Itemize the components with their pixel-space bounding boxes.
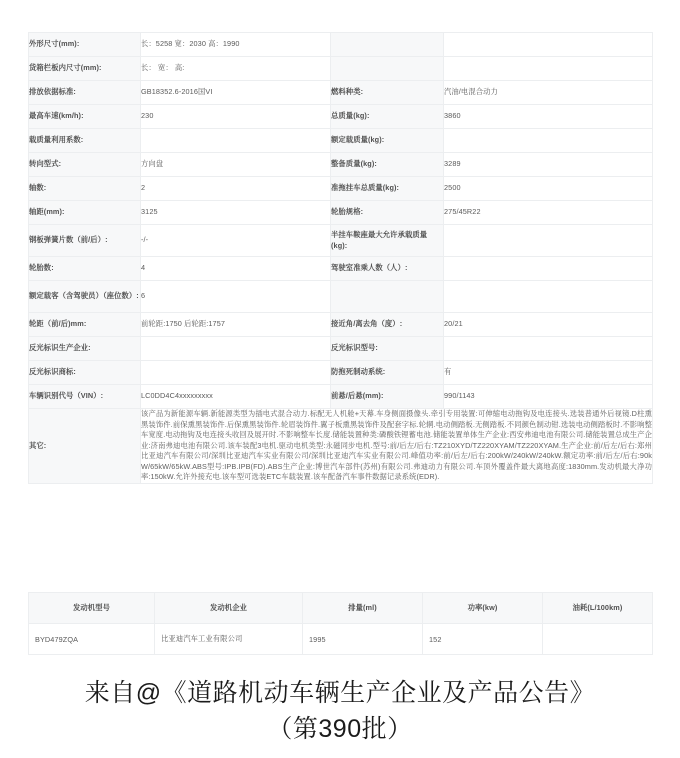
spec-label: 反光标识商标: — [29, 361, 141, 385]
spec-value — [444, 337, 653, 361]
spec-value: 有 — [444, 361, 653, 385]
spec-label — [331, 281, 444, 313]
table-row — [29, 257, 653, 281]
table-row — [29, 361, 653, 385]
table-row — [29, 624, 653, 655]
spec-label: 整备质量(kg): — [331, 153, 444, 177]
spec-label: 外形尺寸(mm): — [29, 33, 141, 57]
power-cell: 152 — [423, 624, 543, 655]
table-row — [29, 313, 653, 337]
table-row — [29, 57, 653, 81]
table-row — [29, 33, 653, 57]
table-row — [29, 81, 653, 105]
fuel-consumption-cell — [543, 624, 653, 655]
other-label: 其它: — [29, 409, 141, 484]
spec-value — [444, 281, 653, 313]
spec-label: 燃料种类: — [331, 81, 444, 105]
spec-value — [444, 225, 653, 257]
displacement-cell: 1995 — [303, 624, 423, 655]
spec-label: 驾驶室准乘人数（人）: — [331, 257, 444, 281]
spec-label: 车辆识别代号（VIN）: — [29, 385, 141, 409]
engine-table-head — [29, 593, 653, 624]
footer-batch-line: （第390批） — [267, 715, 413, 743]
spec-label: 轴距(mm): — [29, 201, 141, 225]
table-row — [29, 201, 653, 225]
spec-value: 长： 宽： 高: — [141, 57, 331, 81]
spec-label: 轮胎规格: — [331, 201, 444, 225]
spec-value: 3125 — [141, 201, 331, 225]
spec-label: 接近角/离去角（度）: — [331, 313, 444, 337]
spec-label: 反光标识型号: — [331, 337, 444, 361]
spec-label: 防抱死制动系统: — [331, 361, 444, 385]
footer-source-line: 来自@《道路机动车辆生产企业及产品公告》 — [84, 679, 596, 707]
spec-label: 载质量利用系数: — [29, 129, 141, 153]
engine-spec-table — [28, 592, 653, 655]
spec-value: 4 — [141, 257, 331, 281]
spec-label: 前悬/后悬(mm): — [331, 385, 444, 409]
column-header-power: 功率(kw) — [423, 593, 543, 624]
table-header-row — [29, 593, 653, 624]
spec-value: 3289 — [444, 153, 653, 177]
spec-label: 轮胎数: — [29, 257, 141, 281]
spec-label: 最高车速(km/h): — [29, 105, 141, 129]
spec-value: 长：5258 宽：2030 高：1990 — [141, 33, 331, 57]
source-footer — [0, 676, 680, 748]
spec-value: 230 — [141, 105, 331, 129]
engine-maker-cell: 比亚迪汽车工业有限公司 — [155, 624, 303, 655]
spec-value: 6 — [141, 281, 331, 313]
spec-value — [444, 129, 653, 153]
column-header-fuel-consumption: 油耗(L/100km) — [543, 593, 653, 624]
spec-value: 方向盘 — [141, 153, 331, 177]
table-row — [29, 225, 653, 257]
spec-label: 总质量(kg): — [331, 105, 444, 129]
spec-value — [444, 33, 653, 57]
spec-value: 汽油/电混合动力 — [444, 81, 653, 105]
spec-value: 2 — [141, 177, 331, 201]
spec-value — [141, 337, 331, 361]
table-row — [29, 129, 653, 153]
spec-label — [331, 33, 444, 57]
column-header-displacement: 排量(ml) — [303, 593, 423, 624]
engine-table-body — [29, 624, 653, 655]
table-row — [29, 153, 653, 177]
spec-label: 反光标识生产企业: — [29, 337, 141, 361]
table-row-other — [29, 409, 653, 484]
spec-value — [141, 129, 331, 153]
spec-label: 额定载客（含驾驶员）（座位数）: — [29, 281, 141, 313]
spec-label: 转向型式: — [29, 153, 141, 177]
spec-value — [444, 257, 653, 281]
other-value: 该产品为新能源车辆.新能源类型为插电式混合动力.标配无人机舱+天幕.车身侧面摄像头.牵引专用装置:可伸缩电动拖钩及电连接头.选装普通外后视镜.D柱熏黑装饰件.前保熏黑装饰件.后保熏黑装饰件.轮眉装饰件.翼子板熏黑装饰件及配套字标.轮辋.电动侧踏板.无侧踏板.不同颜色制动钳.选装电动侧踏板时.不影响整车宽度.电动拖钩及电连接头收回及展开时.不影响整车长度.储能装置种类:磷酸铁锂蓄电池.储能装置单体生产企业:西安弗迪电池有限公司.储能装置总成生产企业:济南弗迪电池有限公司.该车装配3电机.驱动电机类型:永磁同步电机.型号:前/后左/后右:TZ210XYD/TZ220XYAM/TZ220XYAM.生产企业:前/后左/后右:郑州比亚迪汽车有限公司/深圳比亚迪汽车实业有限公司/深圳比亚迪汽车实业有限公司.峰值功率:前/后左/后右:200kW/240kW/240kW.额定功率:前/后左/后右:90kW/65kW/65kW.ABS型号:IPB.IPB(FD).ABS生产企业:博世汽车部件(苏州)有限公司.弗迪动力有限公司.车顶外覆盖件最大离地高度:1830mm.发动机最大净功率:150kW.允许外接充电.该车型可选装ETC车载装置.该车配备汽车事件数据记录系统(EDR). — [141, 409, 653, 484]
spec-value — [444, 57, 653, 81]
vehicle-spec-table — [28, 32, 653, 484]
spec-value — [141, 361, 331, 385]
spec-label: 排放依据标准: — [29, 81, 141, 105]
spec-label: 准拖挂车总质量(kg): — [331, 177, 444, 201]
spec-label: 额定载质量(kg): — [331, 129, 444, 153]
spec-table-body — [29, 33, 653, 484]
table-row — [29, 385, 653, 409]
spec-value: GB18352.6-2016国VI — [141, 81, 331, 105]
spec-label: 货箱栏板内尺寸(mm): — [29, 57, 141, 81]
spec-value: 20/21 — [444, 313, 653, 337]
spec-label: 半挂车鞍座最大允许承载质量(kg): — [331, 225, 444, 257]
table-row — [29, 281, 653, 313]
spec-label — [331, 57, 444, 81]
table-row — [29, 105, 653, 129]
column-header-engine-maker: 发动机企业 — [155, 593, 303, 624]
spec-value: LC0DD4C4xxxxxxxxx — [141, 385, 331, 409]
table-row — [29, 177, 653, 201]
spec-value: 前轮距:1750 后轮距:1757 — [141, 313, 331, 337]
spec-value: 275/45R22 — [444, 201, 653, 225]
spec-label: 轴数: — [29, 177, 141, 201]
spec-value: 2500 — [444, 177, 653, 201]
column-header-engine-model: 发动机型号 — [29, 593, 155, 624]
spec-value: -/- — [141, 225, 331, 257]
spec-value: 990/1143 — [444, 385, 653, 409]
table-row — [29, 337, 653, 361]
spec-value: 3860 — [444, 105, 653, 129]
spec-label: 轮距（前/后)mm: — [29, 313, 141, 337]
engine-model-cell: BYD479ZQA — [29, 624, 155, 655]
spec-label: 钢板弹簧片数（前/后）: — [29, 225, 141, 257]
